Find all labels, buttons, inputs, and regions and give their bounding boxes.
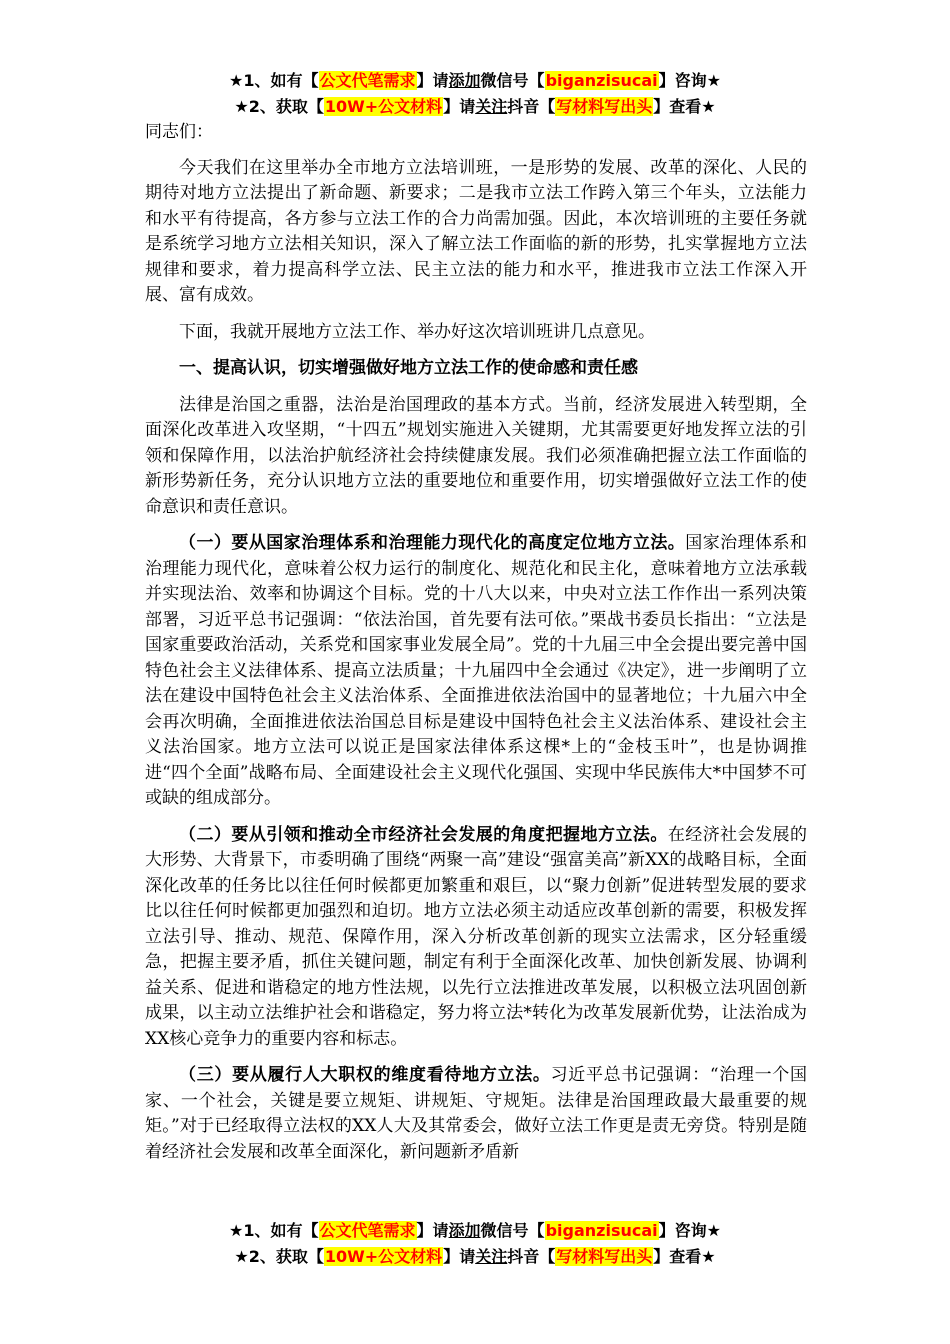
subsection-lead: （一）要从国家治理体系和治理能力现代化的高度定位地方立法。	[179, 533, 686, 553]
highlight-douyin: 写材料写出头	[556, 1247, 653, 1266]
subsection-lead: （二）要从引领和推动全市经济社会发展的角度把握地方立法。	[179, 824, 668, 845]
highlight-wechat-id: biganzisucai	[545, 71, 658, 90]
promo-line-1: ★1、如有【公文代笔需求】请添加微信号【biganzisucai】咨询★	[229, 1221, 721, 1240]
paragraph: 今天我们在这里举办全市地方立法培训班，一是形势的发展、改革的深化、人民的期待对地方立法提出了新命题、新要求；二是我市立法工作跨入第三个年头，立法能力和水平有待提高，各方参与立法工作的合力尚需加强。因此，本次培训班的主要任务就是系统学习地方立法相关知识，深入了解立法工作面临的新的形势，扎实掌握地方立法规律和要求，着力提高科学立法、民主立法的能力和水平，推进我市立法工作深入开展、富有成效。	[145, 157, 807, 305]
paragraph: （二）要从引领和推动全市经济社会发展的角度把握地方立法。在经济社会发展的大形势、大背景下，市委明确了围绕“两聚一高”建设“强富美高”新XX的战略目标，全面深化改革的任务比以往任何时候都更加繁重和艰巨，以“聚力创新”促进转型发展的要求比以往任何时候都更加强烈和迫切。地方立法必须主动适应改革创新的需要，积极发挥立法引导、推动、规范、保障作用，深入分析改革创新的现实立法需求，区分轻重缓急，把握主要矛盾，抓住关键问题，制定有利于全面深化改革、加快创新发展、协调利益关系、促进和谐稳定的地方性法规，以先行立法推进改革发展，以积极立法巩固创新成果，以主动立法维护社会和谐稳定，努力将立法*转化为改革发展新优势，让法治成为XX核心竞争力的重要内容和标志。	[145, 824, 808, 1049]
highlight-service: 公文代笔需求	[319, 1221, 416, 1240]
promo-line-2: ★2、获取【10W+公文材料】请关注抖音【写材料写出头】查看★	[234, 97, 716, 116]
promo-banner-bottom	[0, 1218, 950, 1270]
subsection-lead: （三）要从履行人大职权的维度看待地方立法。	[179, 1065, 551, 1085]
highlight-service: 公文代笔需求	[319, 71, 416, 90]
promo-line-2: ★2、获取【10W+公文材料】请关注抖音【写材料写出头】查看★	[234, 1247, 716, 1266]
underline-add: 添加	[448, 71, 481, 90]
highlight-douyin: 写材料写出头	[556, 97, 653, 116]
underline-add: 添加	[448, 1221, 481, 1240]
highlight-materials: 10W+公文材料	[324, 97, 443, 116]
paragraph: （一）要从国家治理体系和治理能力现代化的高度定位地方立法。国家治理体系和治理能力现代化，意味着公权力运行的制度化、规范化和民主化，意味着地方立法承载并实现法治、效率和协调这个目标。党的十八大以来，中央对立法工作作出一系列决策部署，习近平总书记强调：“依法治国，首先要有法可依。”栗战书委员长指出：“立法是国家重要政治活动，关系党和国家事业发展全局”。党的十九届三中全会提出要完善中国特色社会主义法律体系、提高立法质量；十九届四中全会通过《决定》，进一步阐明了立法在建设中国特色社会主义法治体系、全面推进依法治国中的显著地位；十九届六中全会再次明确，全面推进依法治国总目标是建设中国特色社会主义法治体系、建设社会主义法治国家。地方立法可以说正是国家法律体系这棵*上的“金枝玉叶”，也是协调推进“四个全面”战略布局、全面建设社会主义现代化强国、实现中华民族伟大*中国梦不可或缺的组成部分。	[145, 533, 808, 808]
paragraph: 法律是治国之重器，法治是治国理政的基本方式。当前，经济发展进入转型期，全面深化改革进入攻坚期，“十四五”规划实施进入关键期，尤其需要更好地发挥立法的引领和保障作用，以法治护航经济社会持续健康发展。我们必须准确把握立法工作面临的新形势新任务，充分认识地方立法的重要地位和重要作用，切实增强做好立法工作的使命意识和责任意识。	[145, 394, 807, 517]
underline-follow: 关注	[475, 97, 508, 116]
section-heading: 一、提高认识，切实增强做好地方立法工作的使命感和责任感	[179, 358, 638, 378]
document-body	[145, 120, 807, 1176]
highlight-materials: 10W+公文材料	[324, 1247, 443, 1266]
paragraph: 下面，我就开展地方立法工作、举办好这次培训班讲几点意见。	[179, 321, 655, 342]
promo-line-1: ★1、如有【公文代笔需求】请添加微信号【biganzisucai】咨询★	[229, 71, 721, 90]
paragraph: （三）要从履行人大职权的维度看待地方立法。习近平总书记强调：“治理一个国家、一个社会，关键是要立规矩、讲规矩、守规矩。法律是治国理政最大最重要的规矩。”对于已经取得立法权的XX人大及其常委会，做好立法工作更是责无旁贷。特别是随着经济社会发展和改革全面深化，新问题新矛盾新	[145, 1065, 807, 1162]
underline-follow: 关注	[475, 1247, 508, 1266]
greeting: 同志们：	[145, 122, 213, 142]
promo-banner-top	[0, 68, 950, 120]
highlight-wechat-id: biganzisucai	[545, 1221, 658, 1240]
